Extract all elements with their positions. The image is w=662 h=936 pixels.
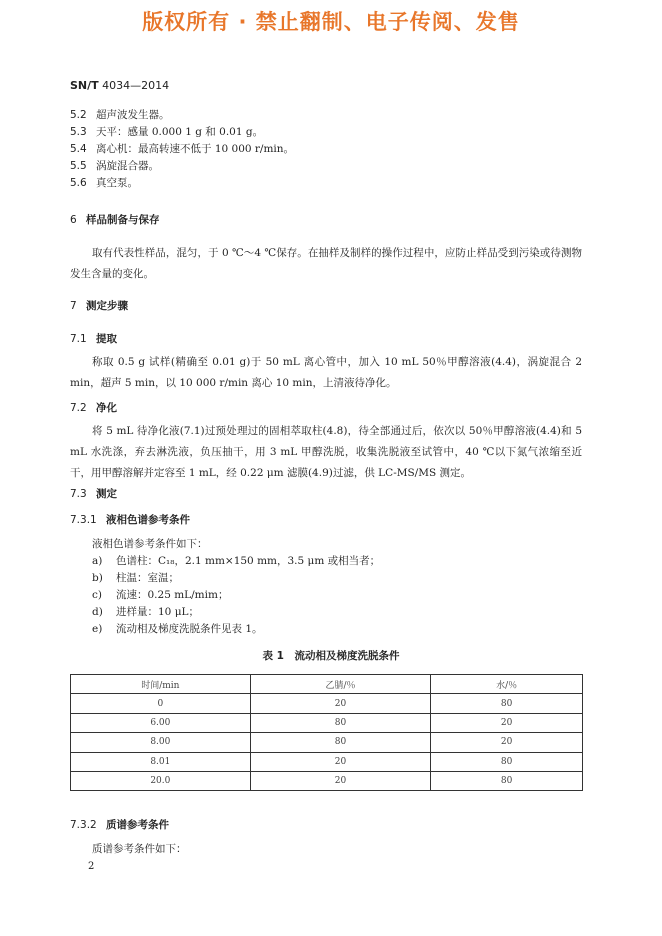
lc-condition-item: [92, 572, 179, 585]
table-cell: 80: [250, 733, 431, 752]
lc-condition-item: [92, 606, 199, 619]
table-cell: 80: [431, 771, 583, 790]
item-label: a): [92, 555, 103, 567]
lc-condition-item: [92, 623, 263, 636]
table-header-row: [71, 675, 583, 694]
apparatus-item: [70, 160, 159, 173]
item-text: 天平：感量 0.000 1 g 和 0.01 g。: [96, 126, 264, 138]
item-text: 流速：0.25 mL/mim；: [116, 589, 229, 601]
table-cell: 20.0: [71, 771, 251, 790]
table-1: [70, 674, 583, 791]
item-text: 进样量：10 μL；: [116, 606, 199, 618]
section-title: 液相色谱参考条件: [106, 514, 190, 526]
section-number: 7.3: [70, 488, 87, 500]
table-cell: 20: [250, 752, 431, 771]
table-cell: 8.00: [71, 733, 251, 752]
watermark: 版权所有 · 禁止翻制、电子传阅、发售: [142, 10, 520, 34]
item-text: 涡旋混合器。: [96, 160, 159, 172]
page-number: 2: [88, 861, 95, 872]
table-cell: 80: [431, 694, 583, 713]
table-row: [71, 771, 583, 790]
table-cell: 80: [250, 713, 431, 732]
section-number: 7.1: [70, 333, 87, 345]
item-text: 柱温：室温；: [116, 572, 179, 584]
column-header: 乙腈/％: [250, 675, 431, 694]
section-7-3-heading: [70, 486, 117, 501]
standard-year: 4034—2014: [102, 79, 170, 92]
table-cell: 20: [431, 733, 583, 752]
ms-conditions-intro: 质谱参考条件如下：: [92, 843, 187, 855]
table-row: [71, 733, 583, 752]
column-header: 水/％: [431, 675, 583, 694]
item-number: 5.5: [70, 160, 87, 172]
item-number: 5.3: [70, 126, 87, 138]
standard-prefix: SN/T: [70, 79, 99, 92]
table-cell: 20: [431, 713, 583, 732]
item-label: e): [92, 623, 103, 635]
lc-condition-item: [92, 589, 228, 602]
table-cell: 6.00: [71, 713, 251, 732]
table-cell: 8.01: [71, 752, 251, 771]
apparatus-item: [70, 109, 170, 122]
item-text: 离心机：最高转速不低于 10 000 r/min。: [96, 143, 295, 155]
item-number: 5.2: [70, 109, 87, 121]
section-7-1-heading: [70, 331, 117, 346]
table-row: [71, 752, 583, 771]
item-number: 5.6: [70, 177, 87, 189]
apparatus-item: [70, 177, 138, 190]
lc-conditions-intro: 液相色谱参考条件如下：: [92, 538, 208, 550]
column-header: 时间/min: [71, 675, 251, 694]
section-7-3-2-heading: [70, 817, 169, 832]
section-7-2-paragraph: 将 5 mL 待净化液(7.1)过预处理过的固相萃取柱(4.8)，待全部通过后，依次以 50％甲醇溶液(4.4)和 5 mL 水洗涤，弃去淋洗液，负压抽干，用 3 mL 甲醇洗脱，收集洗脱液至试管中，40 ℃以下氮气浓缩至近干，用甲醇溶解并定容至 1 mL，经 0.22 μm 滤膜(4.9)过滤，供 LC-MS/MS 测定。: [70, 425, 582, 479]
section-7-1-paragraph: 称取 0.5 g 试样(精确至 0.01 g)于 50 mL 离心管中，加入 10 mL 50％甲醇溶液(4.4)，涡旋混合 2 min，超声 5 min，以 10 000 r/min 离心 10 min，上清液待净化。: [70, 356, 582, 389]
section-title: 提取: [96, 333, 117, 345]
table-row: [71, 694, 583, 713]
section-number: 7.3.1: [70, 514, 97, 526]
table-row: [71, 713, 583, 732]
item-text: 流动相及梯度洗脱条件见表 1。: [116, 623, 263, 635]
item-text: 色谱柱：C₁₈，2.1 mm×150 mm，3.5 μm 或相当者；: [116, 555, 381, 567]
item-label: d): [92, 606, 103, 618]
item-number: 5.4: [70, 143, 87, 155]
section-7-3-1-heading: [70, 512, 190, 527]
standard-number: [70, 79, 169, 92]
section-title: 质谱参考条件: [106, 819, 169, 831]
item-text: 超声波发生器。: [96, 109, 170, 121]
table-cell: 20: [250, 771, 431, 790]
section-number: 7.2: [70, 402, 87, 414]
section-title: 测定步骤: [86, 300, 128, 312]
table-cell: 20: [250, 694, 431, 713]
apparatus-item: [70, 143, 294, 156]
section-title: 净化: [96, 402, 117, 414]
section-7-2-heading: [70, 400, 117, 415]
item-label: c): [92, 589, 102, 601]
section-number: 7.3.2: [70, 819, 97, 831]
section-title: 样品制备与保存: [86, 214, 160, 226]
section-7-heading: [70, 298, 128, 313]
apparatus-item: [70, 126, 263, 139]
section-number: 6: [70, 214, 77, 226]
section-6-paragraph: 取有代表性样品，混匀，于 0 ℃～4 ℃保存。在抽样及制样的操作过程中，应防止样品受到污染或待测物发生含量的变化。: [70, 247, 582, 280]
section-number: 7: [70, 300, 77, 312]
item-text: 真空泵。: [96, 177, 138, 189]
table-cell: 0: [71, 694, 251, 713]
section-title: 测定: [96, 488, 117, 500]
section-6-heading: [70, 212, 160, 227]
table-1-caption: 表 1 流动相及梯度洗脱条件: [262, 650, 400, 662]
table-cell: 80: [431, 752, 583, 771]
lc-condition-item: [92, 555, 380, 568]
item-label: b): [92, 572, 103, 584]
